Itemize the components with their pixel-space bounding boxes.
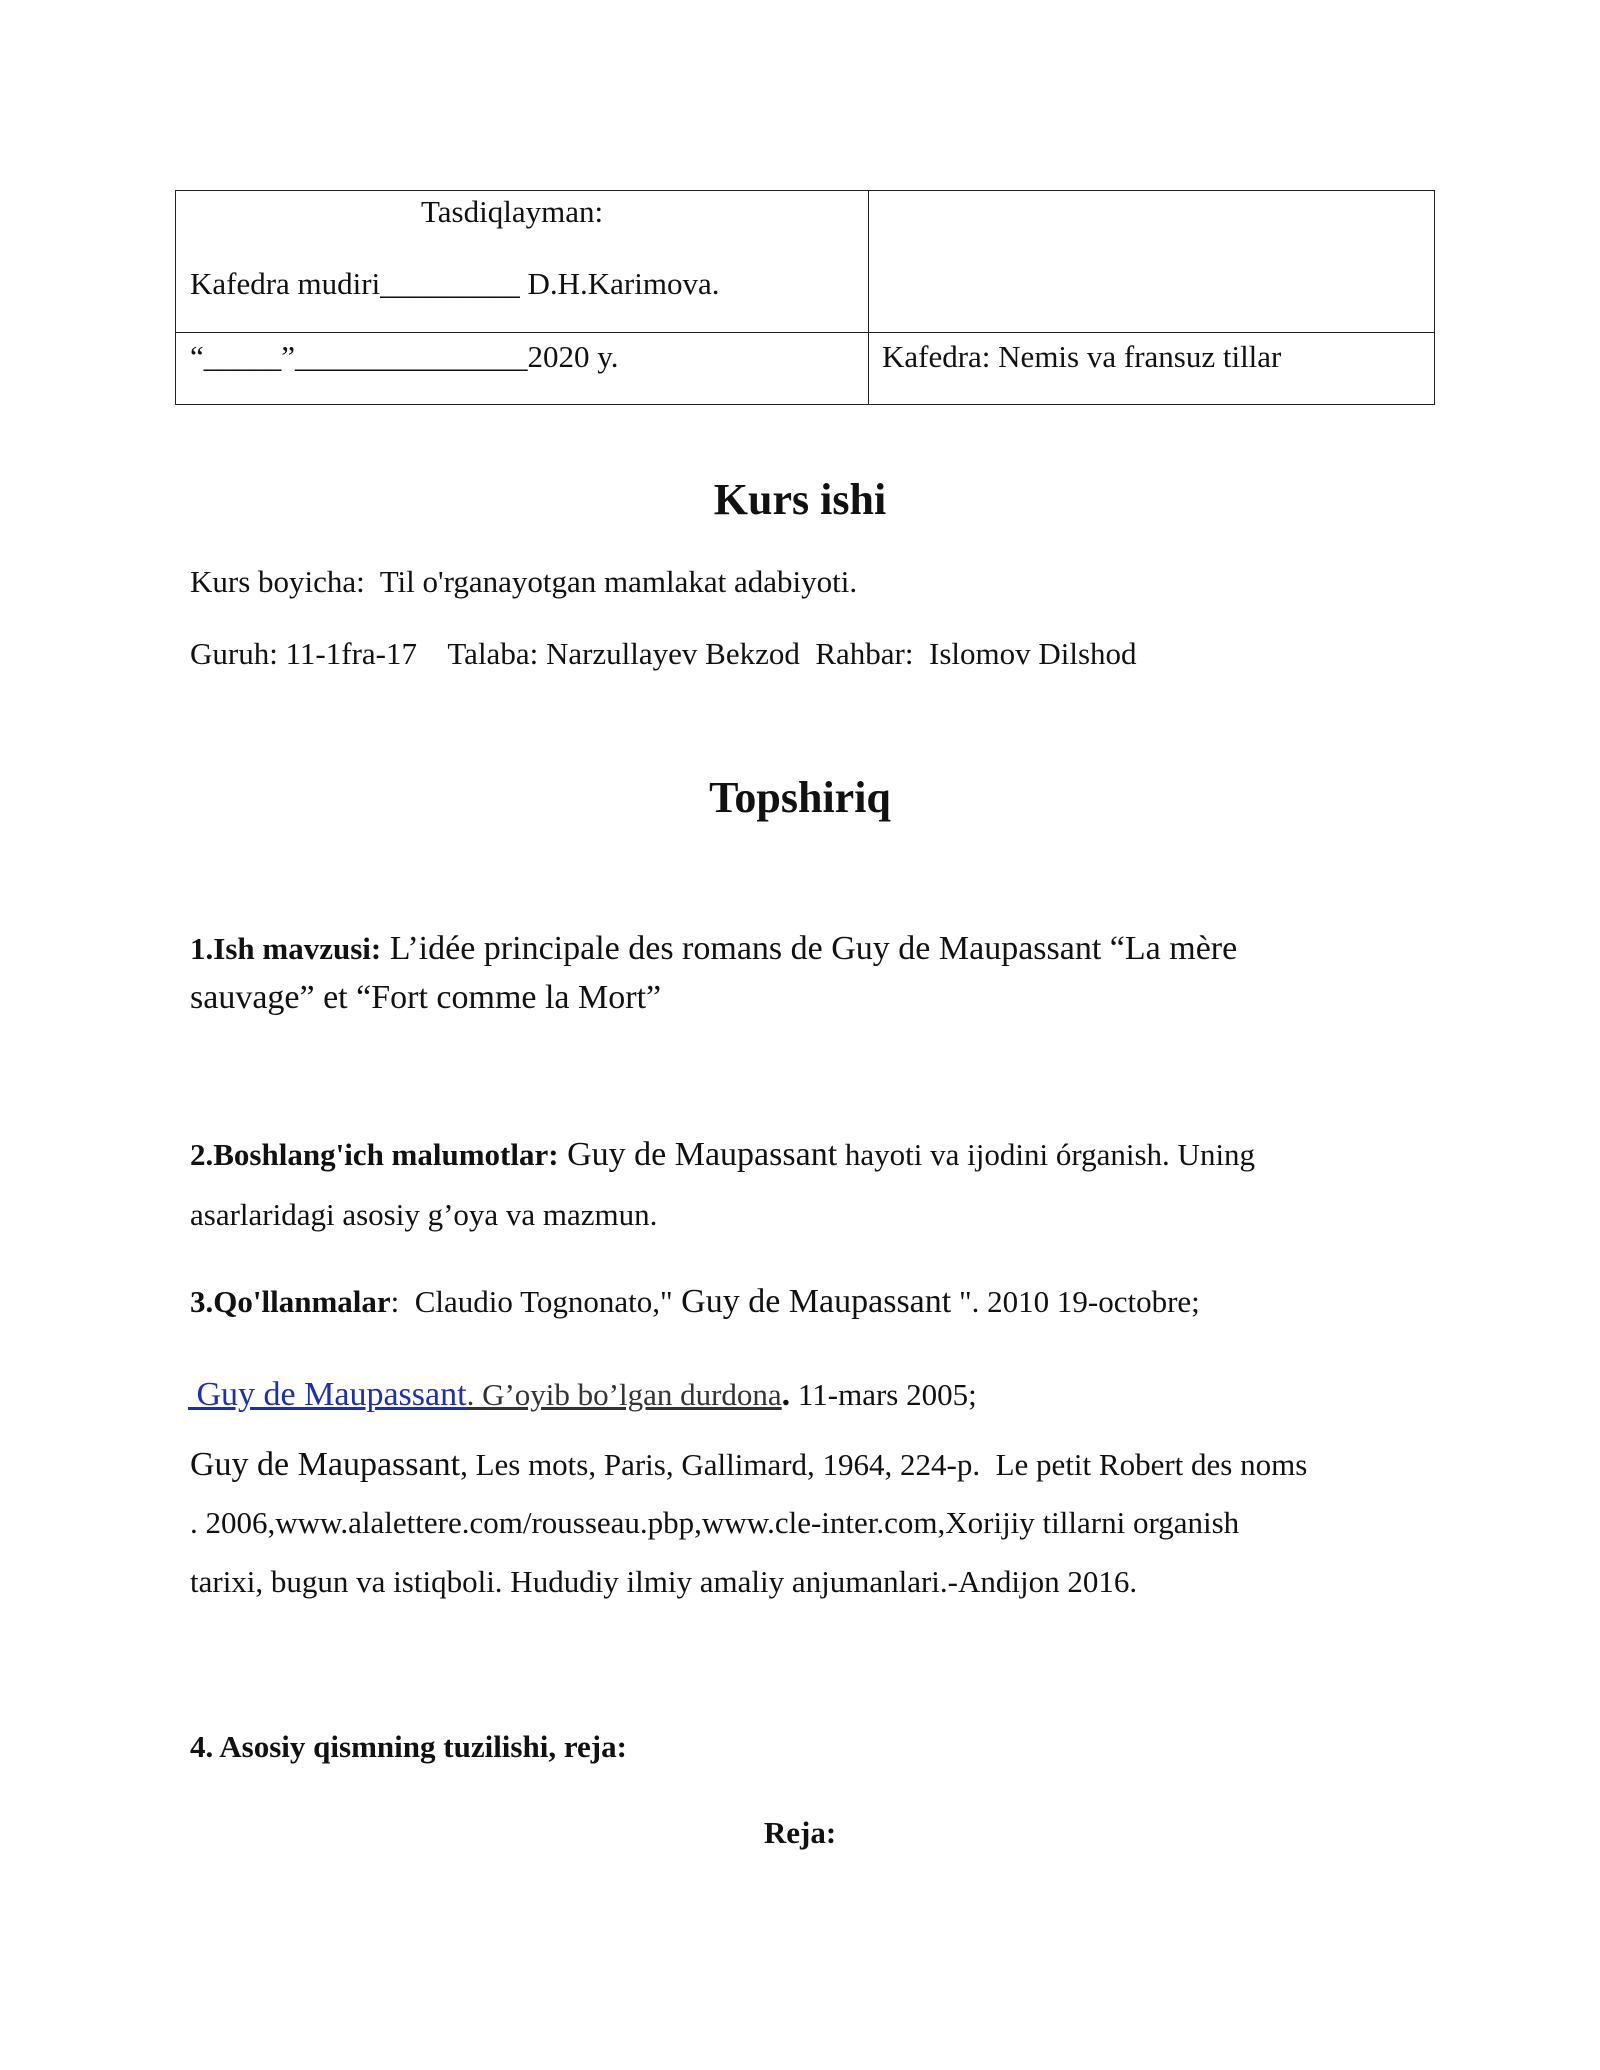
reference-link-title[interactable]: . G’oyib bo’lgan durdona — [466, 1377, 782, 1412]
reference-link-line — [188, 1378, 977, 1412]
initial-data-label: 2.Boshlang'ich malumotlar: — [190, 1137, 559, 1172]
reference-link-date: 11-mars 2005; — [790, 1377, 977, 1412]
course-line: Kurs boyicha: Til o'rganayotgan mamlakat adabiyoti. — [190, 564, 858, 599]
reference-line-4: tarixi, bugun va istiqboli. Hududiy ilmiy amaliy anjumanlari.-Andijon 2016. — [190, 1564, 1138, 1599]
reference-line-1 — [190, 1285, 1200, 1319]
assignment-title: Topshiriq — [709, 773, 891, 822]
structure-label: 4. Asosiy qismning tuzilishi, reja: — [190, 1729, 627, 1764]
initial-data-author: Guy de Maupassant — [558, 1136, 838, 1173]
reference-line-2 — [190, 1448, 1307, 1482]
reference-2-author: Guy de Maupassant — [190, 1446, 461, 1483]
plan-label: Reja: — [763, 1815, 837, 1850]
approval-date-line: “_____”_______________2020 y. — [190, 339, 619, 374]
reference-1-a: : Claudio Tognonato," — [390, 1284, 673, 1319]
theme-text-2: sauvage” et “Fort comme la Mort” — [190, 979, 662, 1016]
page-title: Kurs ishi — [713, 475, 887, 524]
theme-line-1 — [190, 932, 1237, 966]
approve-label: Tasdiqlayman: — [421, 194, 604, 229]
references-label: 3.Qo'llanmalar — [190, 1284, 391, 1319]
initial-data-line-1 — [190, 1138, 1255, 1172]
table-column-divider — [868, 191, 869, 404]
theme-label: 1.Ish mavzusi: — [190, 931, 382, 966]
table-row-divider — [176, 332, 1434, 333]
reference-link-dot: . — [781, 1376, 791, 1413]
department-head-line: Kafedra mudiri_________ D.H.Karimova. — [190, 266, 720, 301]
theme-text-1: L’idée principale des romans de Guy de Maupassant “La mère — [381, 930, 1238, 967]
reference-2-text: , Les mots, Paris, Gallimard, 1964, 224-p. Le petit Robert des noms — [460, 1447, 1308, 1482]
initial-data-line-2: asarlaridagi asosiy g’oya va mazmun. — [190, 1197, 658, 1232]
reference-line-3: . 2006,www.alalettere.com/rousseau.pbp,www.cle-inter.com,Xorijiy tillarni organish — [190, 1505, 1240, 1540]
reference-link-author[interactable]: Guy de Maupassant — [188, 1376, 467, 1413]
reference-1-c: ". 2010 19-octobre; — [951, 1284, 1200, 1319]
department-label: Kafedra: Nemis va fransuz tillar — [882, 339, 1282, 374]
initial-data-text-1: hayoti va ijodini órganish. Uning — [837, 1137, 1256, 1172]
approval-table — [175, 190, 1435, 405]
reference-1-author: Guy de Maupassant — [672, 1283, 952, 1320]
group-line: Guruh: 11-1fra-17 Talaba: Narzullayev Bekzod Rahbar: Islomov Dilshod — [190, 636, 1137, 671]
